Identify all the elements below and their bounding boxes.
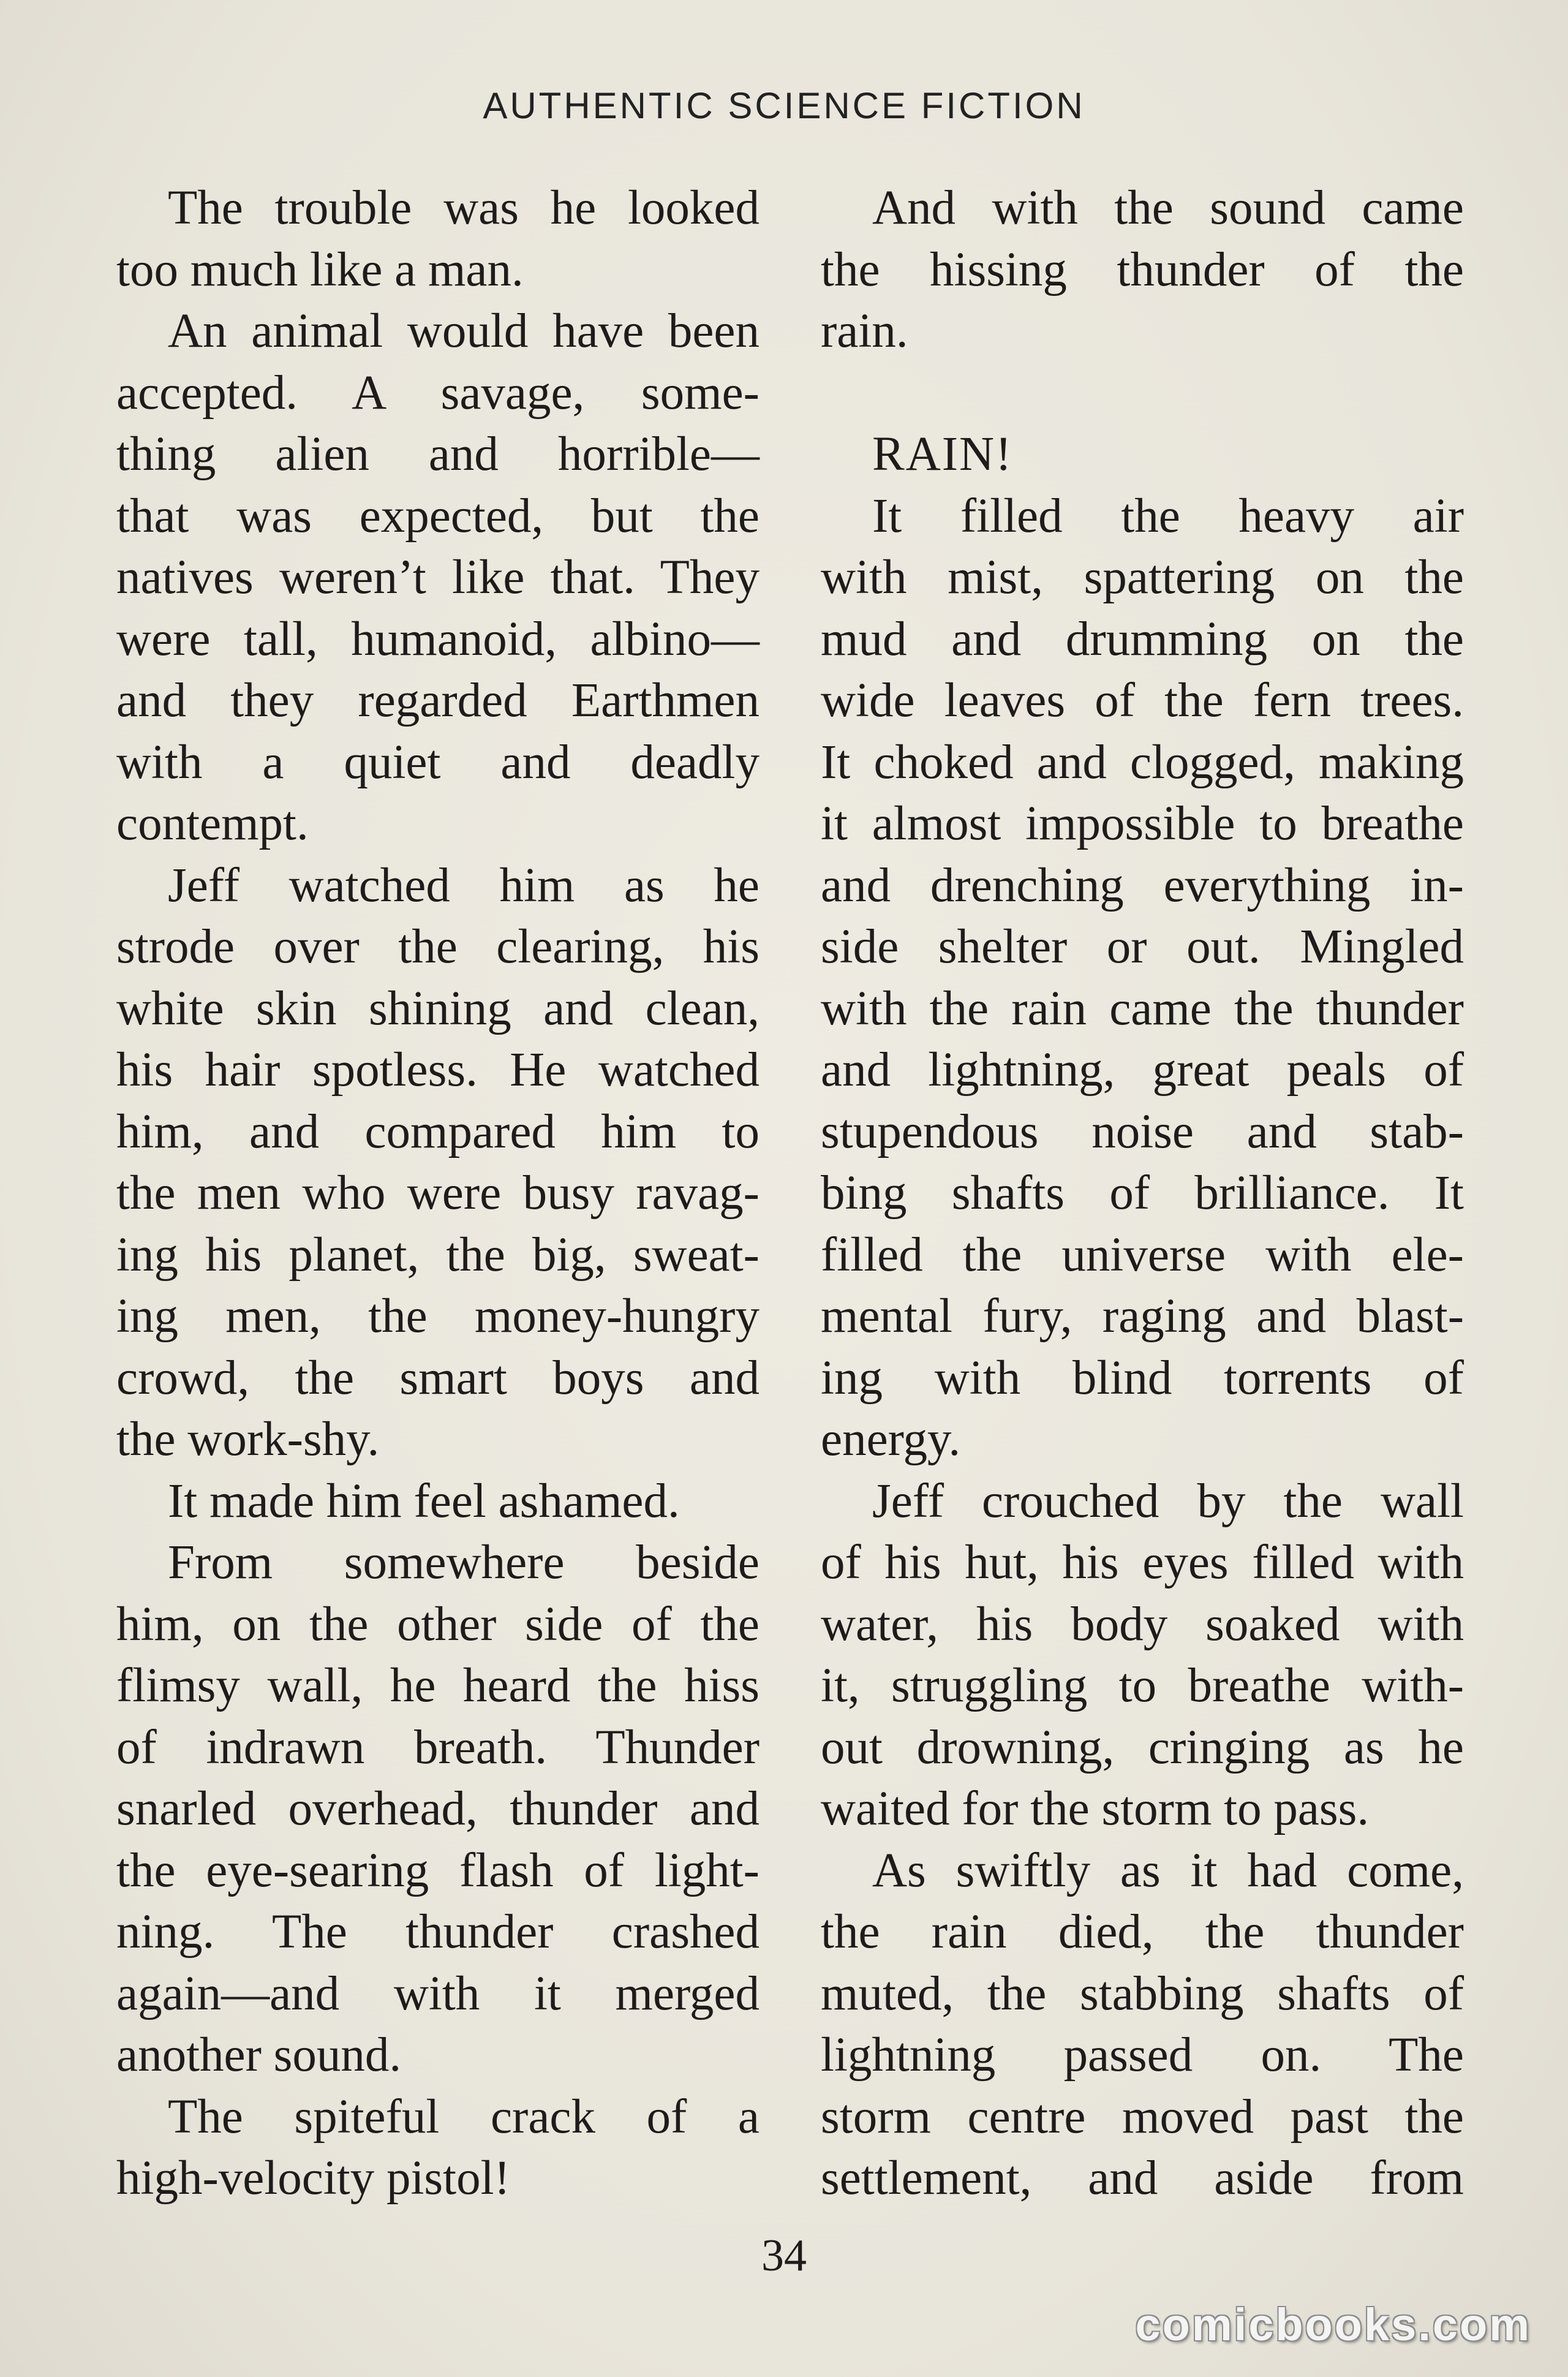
left-column-line: The spiteful crack of a <box>168 2090 760 2144</box>
page-number: 34 <box>761 2231 807 2281</box>
right-column-line: and drenching everything in- <box>821 858 1464 912</box>
right-column-line: out drowning, cringing as he <box>821 1720 1464 1774</box>
left-column-line: flimsy wall, he heard the hiss <box>116 1659 760 1712</box>
running-title: AUTHENTIC SCIENCE FICTION <box>483 85 1085 126</box>
left-column-line: An animal would have been <box>168 304 760 358</box>
left-column-line: another sound. <box>116 2028 402 2082</box>
right-column-line: rain. <box>821 304 908 358</box>
right-column-line: of his hut, his eyes filled with <box>821 1536 1464 1589</box>
watermark: comicbooks.com <box>1135 2299 1531 2350</box>
right-column-line: muted, the stabbing shafts of <box>821 1967 1464 2020</box>
right-column-line: mud and drumming on the <box>821 612 1464 666</box>
right-column-line: wide leaves of the fern trees. <box>821 674 1464 727</box>
right-column-line: the rain died, the thunder <box>821 1905 1464 1959</box>
right-column-line: it, struggling to breathe with- <box>821 1659 1464 1712</box>
left-column-line: ning. The thunder crashed <box>116 1905 760 1959</box>
left-column-line: him, and compared him to <box>116 1105 760 1158</box>
left-column-line: him, on the other side of the <box>116 1597 760 1651</box>
left-column-line: high-velocity pistol! <box>116 2152 510 2205</box>
right-column-line: And with the sound came <box>872 181 1464 235</box>
left-column-line: the work-shy. <box>116 1413 380 1466</box>
right-column-line: energy. <box>821 1413 961 1466</box>
right-column-line: with mist, spattering on the <box>821 551 1464 604</box>
left-column-line: of indrawn breath. Thunder <box>116 1720 760 1774</box>
right-column-line: Jeff crouched by the wall <box>872 1474 1464 1528</box>
left-column-line: thing alien and horrible— <box>116 428 760 481</box>
left-column-line: again—and with it merged <box>116 1967 760 2020</box>
right-column-line: settlement, and aside from <box>821 2152 1464 2205</box>
right-column-line: It choked and clogged, making <box>821 735 1464 789</box>
right-text-column <box>821 178 1464 2210</box>
left-column-line: were tall, humanoid, albino— <box>116 612 760 666</box>
right-column-line: it almost impossible to breathe <box>821 797 1464 850</box>
left-column-line: and they regarded Earthmen <box>116 674 760 727</box>
left-column-line: crowd, the smart boys and <box>116 1351 760 1405</box>
right-column-line <box>821 363 1464 425</box>
left-column-line: the eye-searing flash of light- <box>116 1843 760 1897</box>
right-column-line: It filled the heavy air <box>872 489 1464 543</box>
right-column-line: water, his body soaked with <box>821 1597 1464 1651</box>
left-column-line: too much like a man. <box>116 243 524 297</box>
right-column-line: waited for the storm to pass. <box>821 1782 1370 1835</box>
right-column-line: the hissing thunder of the <box>821 243 1464 297</box>
left-column-line: his hair spotless. He watched <box>116 1043 760 1097</box>
right-column-line: stupendous noise and stab- <box>821 1105 1464 1158</box>
right-column-line: storm centre moved past the <box>821 2090 1464 2144</box>
right-column-line: ing with blind torrents of <box>821 1351 1464 1405</box>
left-column-line: ing men, the money-hungry <box>116 1290 760 1343</box>
left-column-line: Jeff watched him as he <box>168 858 760 912</box>
left-column-line: the men who were busy ravag- <box>116 1166 760 1220</box>
left-column-line: natives weren’t like that. They <box>116 551 760 604</box>
left-column-line: It made him feel ashamed. <box>168 1474 680 1528</box>
left-column-line: strode over the clearing, his <box>116 920 760 973</box>
left-column-line: The trouble was he looked <box>168 181 760 235</box>
right-column-line: RAIN! <box>872 428 1013 481</box>
left-column-line: From somewhere beside <box>168 1536 760 1589</box>
right-column-line: and lightning, great peals of <box>821 1043 1464 1097</box>
right-column-line: bing shafts of brilliance. It <box>821 1166 1464 1220</box>
left-column-line: white skin shining and clean, <box>116 981 760 1035</box>
right-column-line: side shelter or out. Mingled <box>821 920 1464 973</box>
left-column-line: that was expected, but the <box>116 489 760 543</box>
left-column-line: contempt. <box>116 797 309 850</box>
right-column-line: filled the universe with ele- <box>821 1228 1464 1282</box>
right-column-line: As swiftly as it had come, <box>872 1843 1464 1897</box>
right-column-line: mental fury, raging and blast- <box>821 1290 1464 1343</box>
right-column-line: lightning passed on. The <box>821 2028 1464 2082</box>
right-column-line: with the rain came the thunder <box>821 981 1464 1035</box>
left-column-line: ing his planet, the big, sweat- <box>116 1228 760 1282</box>
left-column-line: snarled overhead, thunder and <box>116 1782 760 1835</box>
left-text-column <box>116 178 760 2210</box>
left-column-line: with a quiet and deadly <box>116 735 760 789</box>
left-column-line: accepted. A savage, some- <box>116 366 760 420</box>
